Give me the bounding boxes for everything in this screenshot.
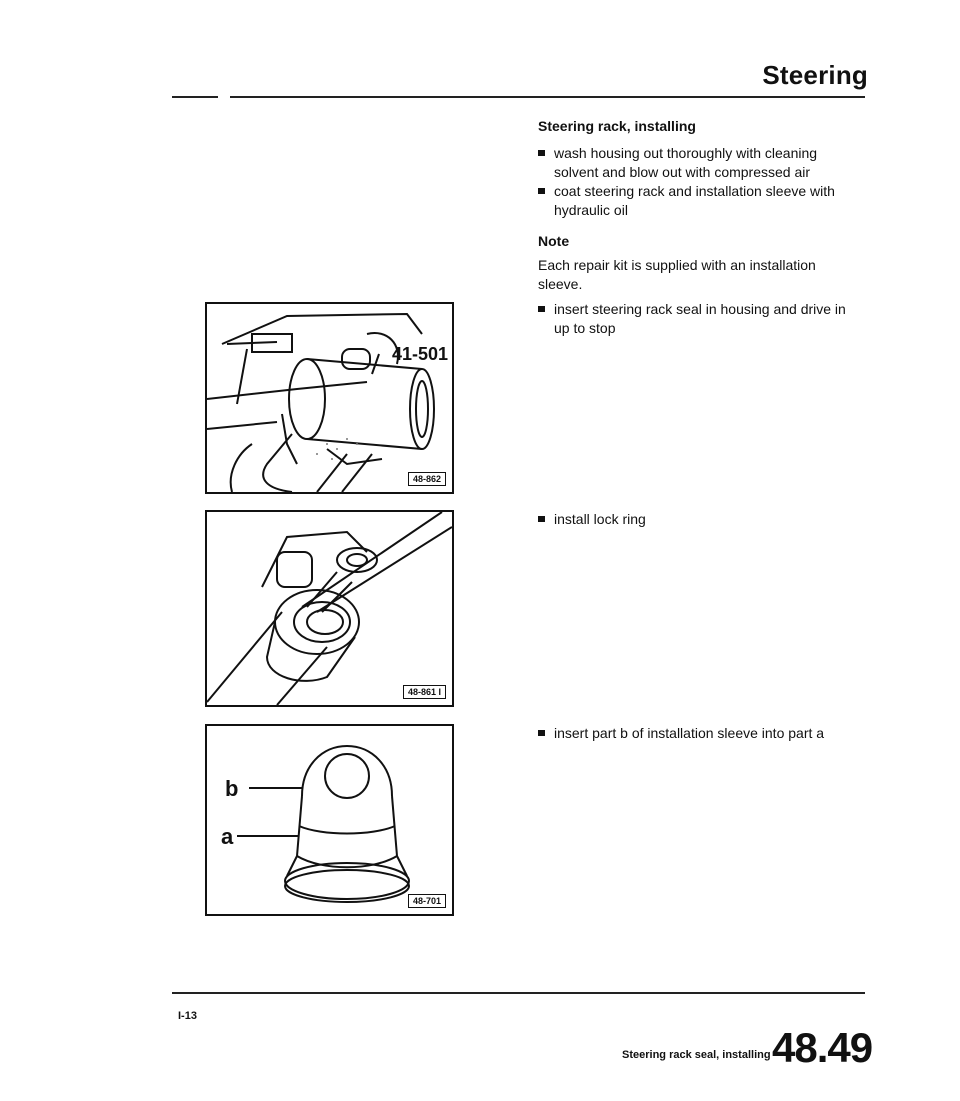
figure-ref-tag: 48-701 bbox=[408, 894, 446, 908]
page-number: 48.49 bbox=[772, 1024, 873, 1071]
installation-sleeve-illustration bbox=[207, 726, 452, 914]
section-title: Steering rack, installing bbox=[538, 118, 696, 134]
step-sleeve-block bbox=[538, 724, 858, 743]
step-lock-ring-block bbox=[538, 510, 858, 529]
footer-left-code: I-13 bbox=[178, 1010, 197, 1022]
step-insert-seal-block bbox=[538, 300, 858, 338]
step-sleeve: insert part b of installation sleeve into part a bbox=[538, 724, 858, 743]
figure-seal-install bbox=[205, 302, 454, 494]
footer-rule bbox=[172, 992, 865, 994]
steps-list bbox=[538, 144, 858, 220]
footer-title: Steering rack seal, installing bbox=[622, 1049, 771, 1061]
step-coat: coat steering rack and installation sleeve with hydraulic oil bbox=[538, 182, 858, 220]
step-insert-seal: insert steering rack seal in housing and drive in up to stop bbox=[538, 300, 858, 338]
seal-install-illustration bbox=[207, 304, 452, 492]
figure-lock-ring bbox=[205, 510, 454, 707]
figure-ref-tag: 48-861 I bbox=[403, 685, 446, 699]
figure-installation-sleeve bbox=[205, 724, 454, 916]
step-lock-ring: install lock ring bbox=[538, 510, 858, 529]
lock-ring-illustration bbox=[207, 512, 452, 705]
header-rule-gap bbox=[218, 95, 230, 99]
note-text: Each repair kit is supplied with an installation sleeve. bbox=[538, 257, 816, 292]
label-a: a bbox=[221, 824, 234, 849]
figure-ref-tag: 48-862 bbox=[408, 472, 446, 486]
label-b: b bbox=[225, 776, 239, 801]
page-header-title: Steering bbox=[762, 60, 868, 90]
step-wash: wash housing out thoroughly with cleaning solvent and blow out with compressed air bbox=[538, 144, 858, 182]
note-heading: Note bbox=[538, 233, 570, 249]
tool-label: 41-501 bbox=[392, 344, 449, 364]
header-rule bbox=[172, 96, 865, 98]
